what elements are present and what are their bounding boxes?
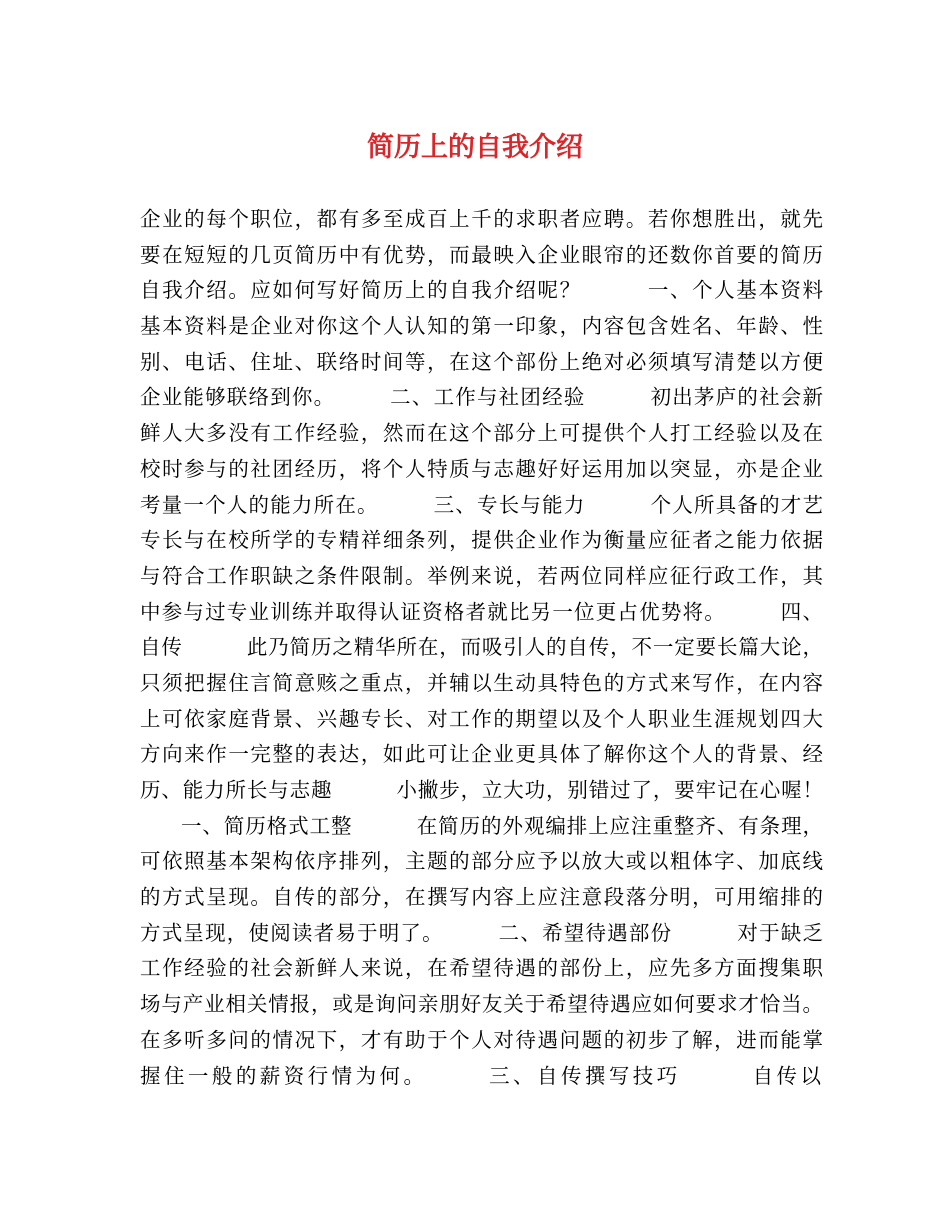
text-line: 握住一般的薪资行情为何。 三、自传撰写技巧 自传以	[140, 1063, 823, 1088]
text-line: 别、电话、住址、联络时间等，在这个部份上绝对必须填写清楚以方便	[140, 349, 823, 374]
text-line: 企业能够联络到你。 二、工作与社团经验 初出茅庐的社会新	[140, 385, 823, 410]
text-line: 中参与过专业训练并取得认证资格者就比另一位更占优势将。 四、	[140, 599, 823, 624]
text-line: 工作经验的社会新鲜人来说，在希望待遇的部份上，应先多方面搜集职	[140, 956, 823, 981]
text-line: 校时参与的社团经历，将个人特质与志趣好好运用加以突显，亦是企业	[140, 456, 823, 481]
document-title: 简历上的自我介绍	[367, 132, 583, 163]
text-line: 考量一个人的能力所在。 三、专长与能力 个人所具备的才艺	[140, 492, 823, 517]
text-line: 企业的每个职位，都有多至成百上千的求职者应聘。若你想胜出，就先	[140, 207, 823, 231]
text-line: 自我介绍。应如何写好简历上的自我介绍呢？ 一、个人基本资料	[140, 278, 823, 303]
text-line: 上可依家庭背景、兴趣专长、对工作的期望以及个人职业生涯规划四大	[140, 706, 823, 731]
text-line: 只须把握住言简意赅之重点，并辅以生动具特色的方式来写作，在内容	[140, 670, 823, 695]
text-line: 方式呈现，使阅读者易于明了。 二、希望待遇部份 对于缺乏	[140, 920, 823, 945]
text-line: 场与产业相关情报，或是询问亲朋好友关于希望待遇应如何要求才恰当。	[140, 992, 823, 1017]
text-line: 在多听多问的情况下，才有助于个人对待遇问题的初步了解，进而能掌	[140, 1027, 823, 1052]
document-body	[140, 202, 823, 1094]
text-line: 鲜人大多没有工作经验，然而在这个部分上可提供个人打工经验以及在	[140, 421, 823, 446]
text-line: 历、能力所长与志趣 小撇步，立大功，别错过了，要牢记在心喔！	[140, 778, 823, 802]
text-line: 的方式呈现。自传的部分，在撰写内容上应注意段落分明，可用缩排的	[140, 885, 823, 910]
text-line: 与符合工作职缺之条件限制。举例来说，若两位同样应征行政工作，其	[140, 563, 823, 588]
text-line: 自传 此乃简历之精华所在，而吸引人的自传，不一定要长篇大论，	[140, 635, 823, 660]
text-line: 可依照基本架构依序排列，主题的部分应予以放大或以粗体字、加底线	[140, 849, 823, 874]
text-line: 方向来作一完整的表达，如此可让企业更具体了解你这个人的背景、经	[140, 742, 823, 767]
text-line: 一、简历格式工整 在简历的外观编排上应注重整齐、有条理，	[181, 813, 823, 838]
text-line: 要在短短的几页简历中有优势，而最映入企业眼帘的还数你首要的简历	[140, 242, 823, 267]
text-line: 基本资料是企业对你这个人认知的第一印象，内容包含姓名、年龄、性	[140, 314, 823, 339]
text-line: 专长与在校所学的专精祥细条列，提供企业作为衡量应征者之能力依据	[140, 528, 823, 553]
